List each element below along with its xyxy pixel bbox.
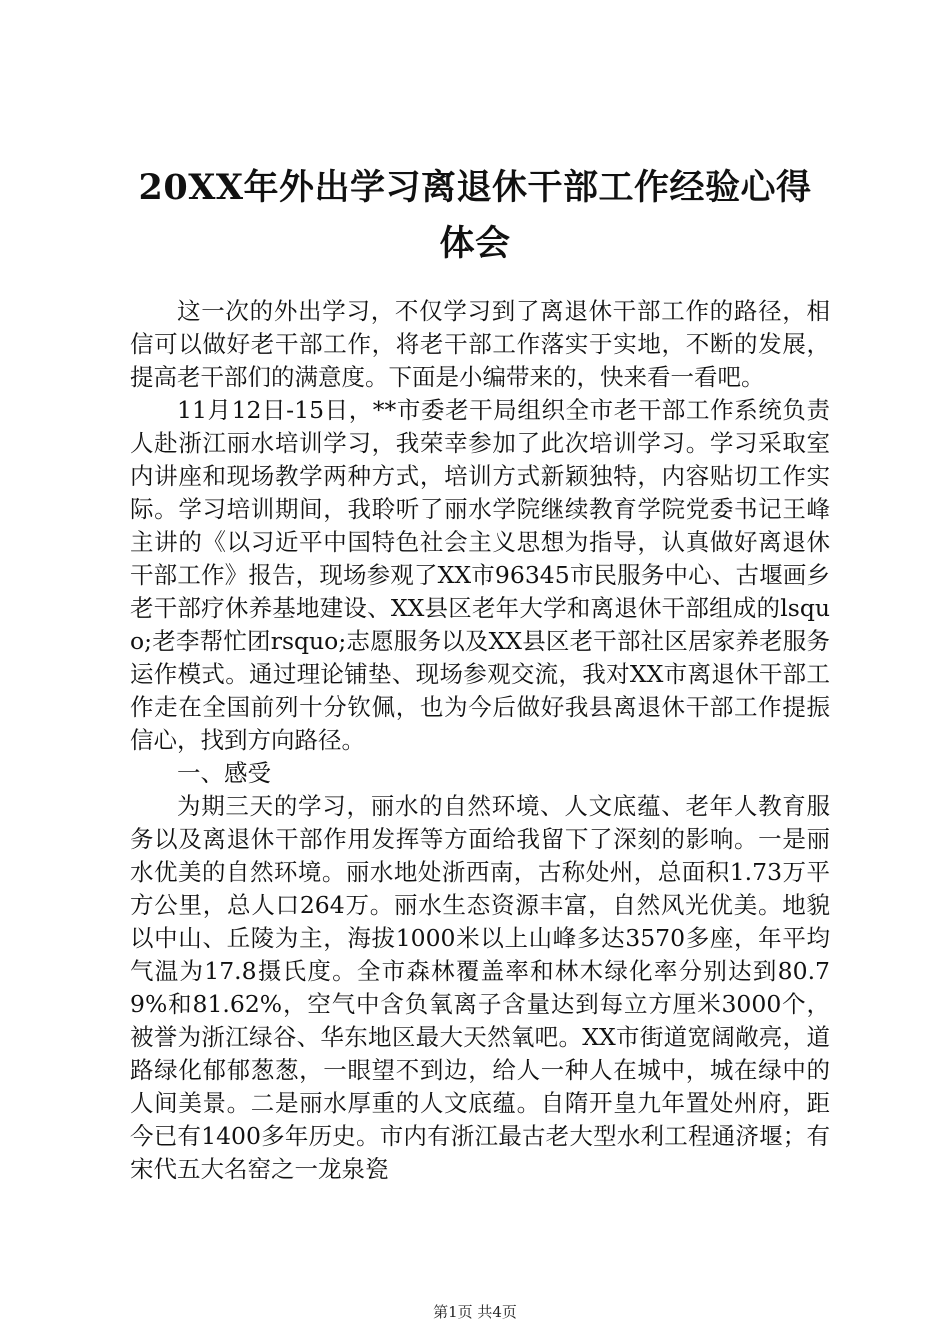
document-body bbox=[130, 295, 830, 1186]
page-footer: 第1页 共4页 bbox=[433, 1303, 517, 1321]
training-paragraph: 11月12日-15日，**市委老干局组织全市老干部工作系统负责人赴浙江丽水培训学习，我荣幸参加了此次培训学习。学习采取室内讲座和现场教学两种方式，培训方式新颖独特，内容贴切工作实际。学习培训期间，我聆听了丽水学院继续教育学院党委书记王峰主讲的《以习近平中国特色社会主义思想为指导，认真做好离退休干部工作》报告，现场参观了XX市96345市民服务中心、古堰画乡老干部疗休养基地建设、XX县区老年大学和离退休干部组成的lsquo;老李帮忙团rsquo;志愿服务以及XX县区老干部社区居家养老服务运作模式。通过理论铺垫、现场参观交流，我对XX市离退休干部工作走在全国前列十分钦佩，也为今后做好我县离退休干部工作提振信心，找到方向路径。 bbox=[130, 396, 830, 754]
impressions-paragraph: 为期三天的学习，丽水的自然环境、人文底蕴、老年人教育服务以及离退休干部作用发挥等方面给我留下了深刻的影响。一是丽水优美的自然环境。丽水地处浙西南，古称处州，总面积1.73万平方公里，总人口264万。丽水生态资源丰富，自然风光优美。地貌以中山、丘陵为主，海拔1000米以上山峰多达3570多座，年平均气温为17.8摄氏度。全市森林覆盖率和林木绿化率分别达到80.79%和81.62%，空气中含负氧离子含量达到每立方厘米3000个，被誉为浙江绿谷、华东地区最大天然氧吧。XX市街道宽阔敞亮，道路绿化郁郁葱葱，一眼望不到边，给人一种人在城中，城在绿中的人间美景。二是丽水厚重的人文底蕴。自隋开皇九年置处州府，距今已有1400多年历史。市内有浙江最古老大型水利工程通济堰；有宋代五大名窑之一龙泉瓷 bbox=[130, 792, 830, 1183]
intro-paragraph: 这一次的外出学习，不仅学习到了离退休干部工作的路径，相信可以做好老干部工作，将老干部工作落实于实地，不断的发展，提高老干部们的满意度。下面是小编带来的，快来看一看吧。 bbox=[130, 297, 830, 391]
document-title: 20XX年外出学习离退休干部工作经验心得体会 bbox=[138, 167, 812, 264]
section-heading: 一、感受 bbox=[177, 759, 271, 787]
